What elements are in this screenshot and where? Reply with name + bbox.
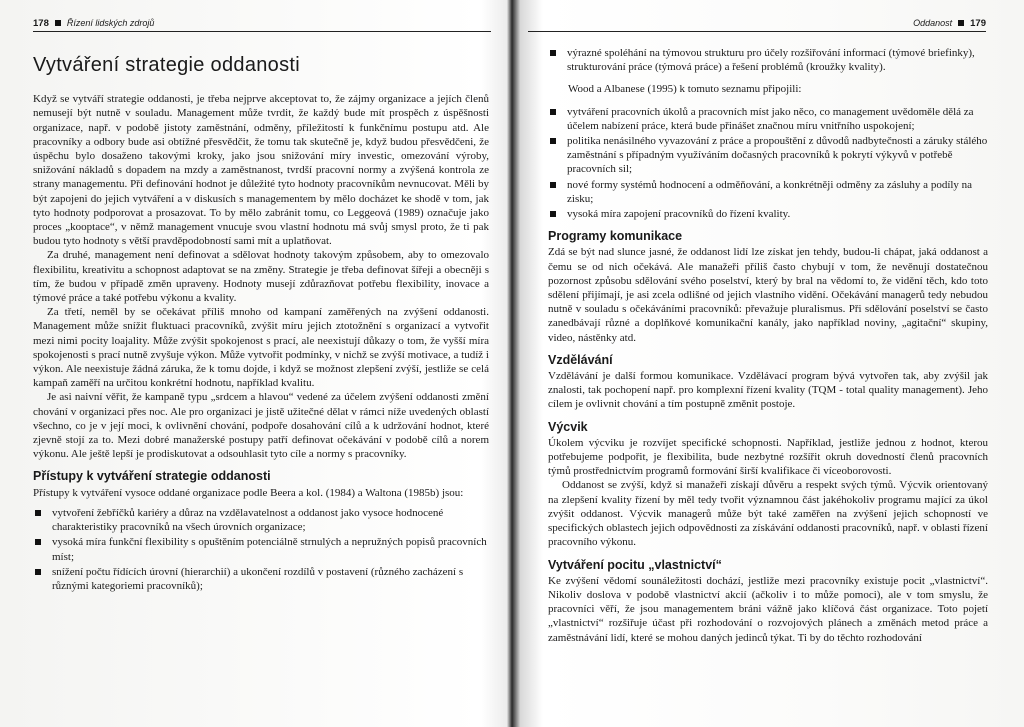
section-intro: Přístupy k vytváření vysoce oddané organizace podle Beera a kol. (1984) a Waltona (1985b) jsou:: [33, 486, 464, 499]
square-bullet-icon: [550, 109, 556, 115]
list-item-text: politika nenásilného vyvazování z práce a propouštění z důvodů nadbytečnosti a záruky stálého zaměstnání s případným využíváním dočasných pracovníků k pokrytí výkyvů v potřebě pracovních sil;: [567, 135, 988, 176]
square-bullet-icon: [550, 182, 556, 188]
list-item-text: vysoká míra funkční flexibility s opuštěním potenciálně strnulých a nepružných popisů pracovních míst;: [52, 536, 487, 563]
list-item-text: výrazné spoléhání na týmovou strukturu pro účely rozšiřování informací (týmové briefinky), strukturování práce (týmová práce) a řešení problémů (kroužky kvality).: [567, 47, 975, 74]
bullet-list: [548, 105, 988, 222]
list-item-text: vytváření pracovních úkolů a pracovních míst jako něco, co management uvědoměle dělá za účelem nabízení práce, která bude přinášet značnou míru vnitřního uspokojení;: [567, 105, 974, 132]
left-header-rule: [33, 31, 491, 32]
list-item-text: vytvoření žebříčků kariéry a důraz na vzdělavatelnost a oddanost jako vysoce hodnocené charakteristiky pracovníků na všech úrovních organizace;: [52, 506, 444, 534]
square-bullet-icon: [550, 50, 556, 56]
square-bullet-icon: [958, 20, 964, 26]
square-bullet-icon: [550, 211, 556, 217]
section-heading: Vzdělávání: [548, 352, 613, 367]
paragraph: Úkolem výcviku je rozvíjet specifické schopnosti. Například, jestliže jednou z hodnot, kterou potřebujeme podpořit, je flexibilita, bude nezbytné rozšířit okruh dovedností členů pracovních týmů prostřednictvím programů formování širší kvalifikace či víceoborovosti.: [548, 436, 988, 478]
square-bullet-icon: [35, 539, 41, 545]
left-running-head: [33, 18, 154, 29]
left-page-number: 178: [33, 18, 49, 29]
paragraph: Zdá se být nad slunce jasné, že oddanost lidí lze získat jen tehdy, budou-li chápat, jaká oddanost a čemu se od nich očekává. Ale manažeři příliš často chybují v tom, že nevěnují dostatečnou pozornost způsobu sdělování svého poselství, který by bral na vědomí to, že vidění těch, kdo toto sdělení přijímají, je asi zcela odlišné od jejich vlastního vidění. Očekávání managerů tedy nebudou nutně v souladu s očekáváními pracovníků: převažuje pluralismus. Při sdělování poselství se často zanedbávají různé a doplňkové komunikační kanály, jako například noviny, „agitační“ skupiny, video, nástěnky atd.: [548, 246, 988, 344]
bullet-list: [548, 46, 988, 74]
square-bullet-icon: [35, 569, 41, 575]
right-running-title: Oddanost: [913, 18, 953, 28]
right-page-content: [548, 42, 988, 645]
list-item: [548, 178, 988, 206]
list-item: [548, 46, 988, 74]
list-item: [548, 207, 988, 221]
section-heading: Vytváření pocitu „vlastnictví“: [548, 557, 722, 572]
right-page-number: 179: [970, 18, 986, 29]
list-item: [548, 105, 988, 133]
section-heading: Výcvik: [548, 419, 588, 434]
right-header-rule: [528, 31, 986, 32]
left-page-content: [33, 40, 489, 599]
paragraph: Ke zvýšení vědomí sounáležitosti dochází, jestliže mezi pracovníky existuje pocit „vlastnictví“. Nikoliv doslova v podobě vlastnictví akcií (ačkoliv i to může pomoci), ale v tom smyslu, že pracovníci věří, že jsou managementem bráni vážně jako klíčová část organizace. Toto pojetí „vlastnictví“ rozšiřuje účast při rozhodování o rozvojových plánech a změnách metod práce a zaměstnávání lidí, které se mohou daných jedinců týkat. Ti by do těchto rozhodování: [548, 574, 988, 644]
section-heading: Programy komunikace: [548, 229, 683, 244]
list-item: [33, 506, 489, 534]
right-running-head: [913, 18, 986, 29]
paragraph: Za druhé, management není definovat a sdělovat hodnoty takovým způsobem, aby to omezovalo flexibilitu, kreativitu a schopnost adaptovat se na změny. Strategie je třeba definovat šířeji a obecněji s tím, že budou v případě změn upraveny. Hodnoty musejí zdůrazňovat potřebu flexibility, inovace a týmové práce a také potřebu výkonu a kvality.: [33, 249, 489, 305]
paragraph: Oddanost se zvýší, když si manažeři získají důvěru a respekt svých týmů. Výcvik orientovaný na zlepšení kvality řízení by měl tedy tvořit významnou část jakéhokoliv programu mající za úkol zvýšit oddanost. Výcvik managerů může být také zaměřen na zvýšení jejich schopností ve specifických oblastech jejich odpovědnosti za získávání oddanosti pracovníků, např. v oblasti řízení pracovního výkonu.: [548, 479, 988, 549]
list-item: [33, 535, 489, 563]
right-page: [518, 0, 1024, 727]
list-item-text: snížení počtu řídících úrovní (hierarchií) a ukončení rozdílů v postavení (různého zacházení s různými kategoriemi pracovníků);: [52, 565, 464, 592]
square-bullet-icon: [35, 510, 41, 516]
square-bullet-icon: [550, 138, 556, 144]
paragraph: Za třetí, neměl by se očekávat příliš mnoho od kampaní zaměřených na zvýšení oddanosti. Management může snížit fluktuaci pracovníků, zvýšit míru jejich ztotožnění s organizací a vytvořit mezi nimi pocity loajality. Může zvýšit spokojenost s prací, ale neexistují důkazy o tom, že vyšší míra spokojenosti s prací nutně zvyšuje výkon. Může vytvořit podmínky, v nichž se zvýší motivace, a tudíž i výkon. Ale neexistuje žádná záruka, že k tomu dojde, i když se možnost zlepšení zvýší, jestliže se celá kampaň zaměří na určitou konkrétní hodnotu, například kvalitu.: [33, 306, 489, 390]
paragraph: Když se vytváří strategie oddanosti, je třeba nejprve akceptovat to, že zájmy organizace a jejích členů nemusejí být nutně v souladu. Management může tvrdit, že každý bude mít prospěch z úspěšnosti organizace, např. v podobě jistoty zaměstnání, odměny, příležitostí k funkčnímu postupu atd. Ale pracovníky a odbory bude asi obtížné přesvědčit, že tomu tak skutečně je, když budou přesvědčeni, že úspěchu bylo dosaženo takovými kroky, jako jsou snižování míry investic, omezování výroby, snižování nákladů s dopadem na mzdy a zaměstnanost, tvrdší pracovní normy a zvýšená kontrola ze strany managementu. Při definování hodnot je důležité tyto hodnoty pracovníkům nevnucovat. Měli by být zapojeni do jejich vytváření a v diskusích s managementem by mělo docházet ke shodě v tom, jak tyto hodnoty podporovat a prosazovat. To by mělo zabránit tomu, co Leggeová (1989) označuje jako proces „kooptace“, v němž management vnucuje svou vlastní hodnotu má svůj smysl proto, že ti pak budou tyto hodnoty s větší pravděpodobností sami mít a uplatňovat.: [33, 93, 489, 248]
list-item-text: vysoká míra zapojení pracovníků do řízení kvality.: [567, 208, 791, 221]
paragraph: Je asi naivní věřit, že kampaně typu „srdcem a hlavou“ vedené za účelem zvýšení oddanosti změní chování v organizaci přes noc. Ale pro organizaci je jistě užitečné dělat v rámci níže uvedených oblastí všechno, co je v její moci, k ovlivnění chování, podpoře dosahování cílů a k udržování hodnot, které zjevně stojí za to. Mezi dobré manažerské postupy patří definovat očekávání v podobě cílů a norem výkonu. Ale ještě lepší je prodiskutovat a odsouhlasit tyto cíle a normy s pracovníky.: [33, 391, 489, 461]
section-heading: Přístupy k vytváření strategie oddanosti: [33, 469, 271, 484]
left-page: [0, 0, 505, 727]
bullet-list: [33, 506, 489, 593]
list-item: [33, 565, 489, 593]
chapter-title: Vytváření strategie oddanosti: [33, 54, 301, 76]
square-bullet-icon: [55, 20, 61, 26]
list-item-text: nové formy systémů hodnocení a odměňování, a konkrétněji odměny za zásluhy a podíly na zisku;: [567, 178, 973, 205]
paragraph: Vzdělávání je další formou komunikace. Vzdělávací program bývá vytvořen tak, aby zvýšil jak znalosti, tak pochopení např. pro komplexní řízení kvality (TQM - total quality management). Jeho cílem je ovlivnit chování a tím postupně změnit postoje.: [548, 370, 988, 411]
left-running-title: Řízení lidských zdrojů: [66, 18, 155, 28]
list-intro: Wood a Albanese (1995) k tomuto seznamu připojili:: [568, 83, 802, 96]
list-item: [548, 134, 988, 177]
